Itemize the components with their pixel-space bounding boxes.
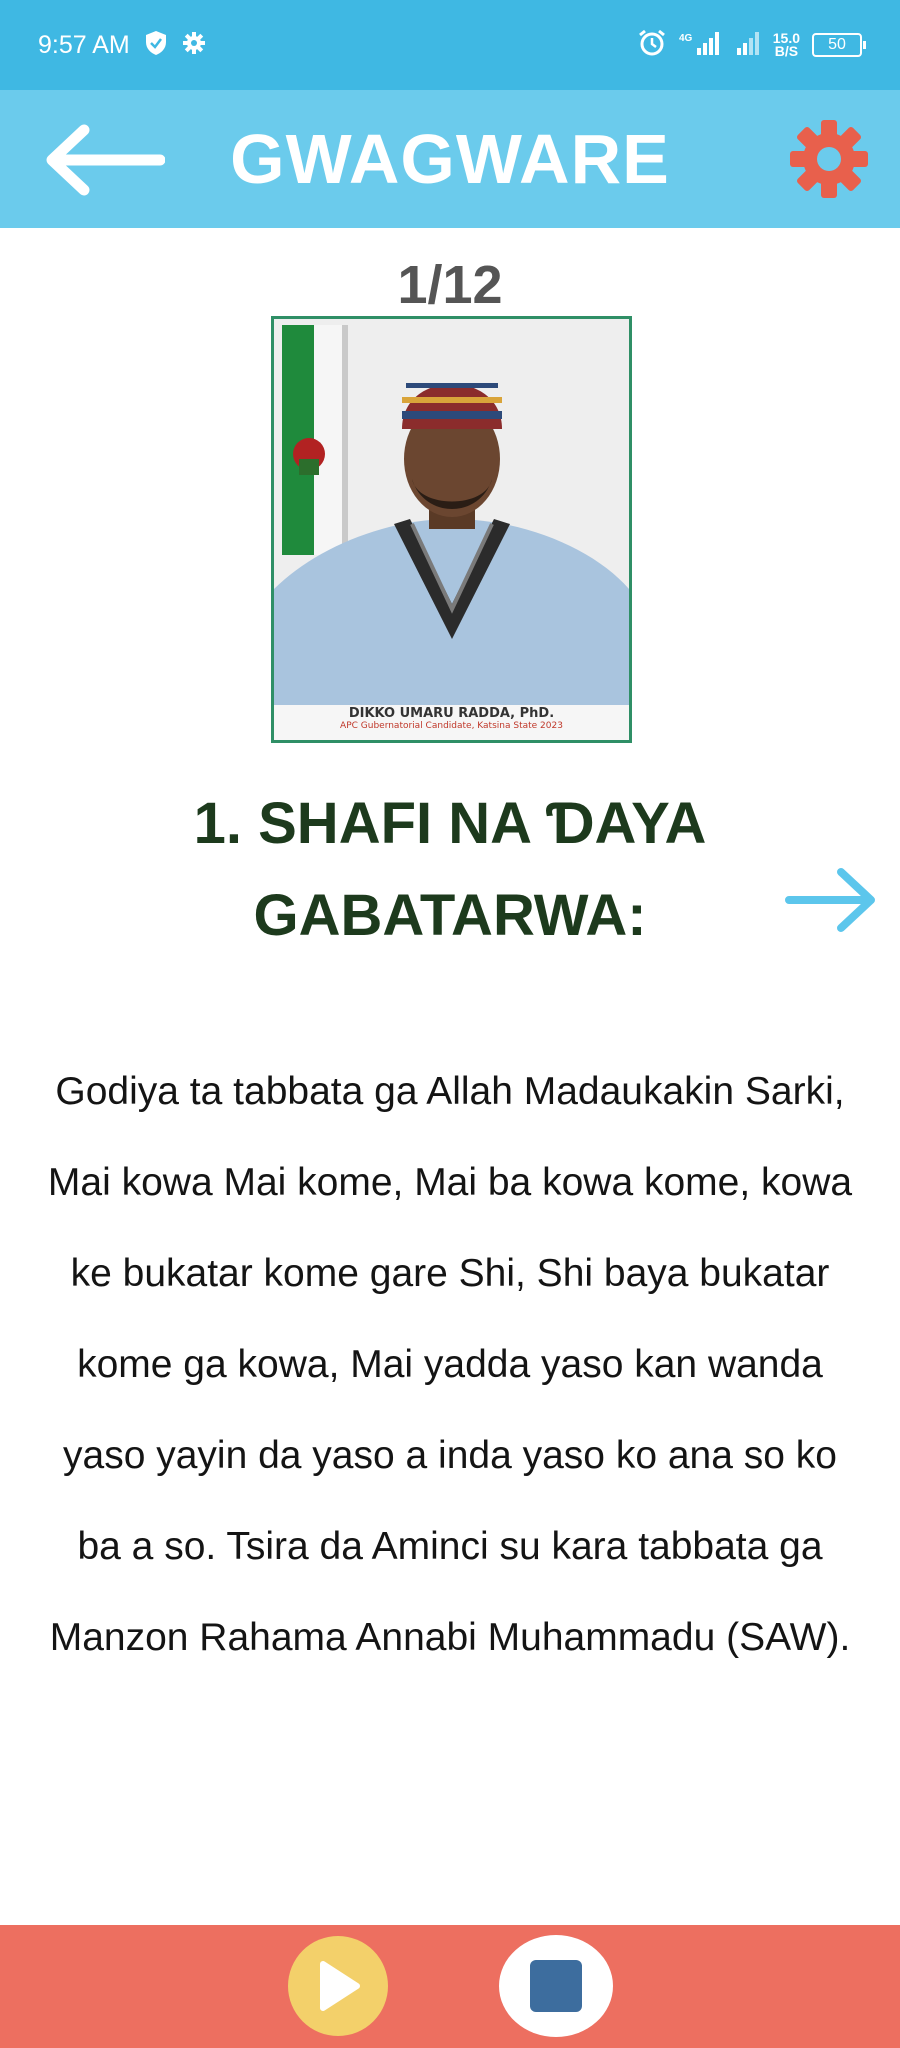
status-left-group bbox=[38, 0, 206, 90]
battery-level: 50 bbox=[828, 36, 846, 53]
alarm-icon bbox=[637, 28, 667, 63]
body-text: Godiya ta tabbata ga Allah Madaukakin Sarki, Mai kowa Mai kome, Mai ba kowa kome, kowa ke bukatar kome gare Shi, Shi baya bukatar kome ga kowa, Mai yadda yaso kan wanda yaso yayin da yaso a inda yaso ko ana so ko ba a so. Tsira da Aminci su kara tabbata ga Manzon Rahama Annabi Muhammadu (SAW). bbox=[47, 1070, 853, 1659]
status-time: 9:57 AM bbox=[38, 30, 130, 59]
gear-icon bbox=[788, 118, 870, 200]
page-counter: 1/12 bbox=[397, 255, 503, 315]
app-toolbar bbox=[0, 90, 900, 228]
arrow-left-icon bbox=[40, 120, 165, 200]
network-speed bbox=[773, 32, 800, 58]
network-speed-value: 15.0 bbox=[772, 30, 800, 46]
player-bar bbox=[0, 1925, 900, 2048]
battery-icon bbox=[812, 33, 862, 57]
photo-caption-subtitle: APC Gubernatorial Candidate, Katsina State 2023 bbox=[340, 721, 563, 731]
photo-caption-name: DIKKO UMARU RADDA, PhD. bbox=[348, 706, 555, 721]
svg-text:4G: 4G bbox=[678, 32, 693, 44]
status-right-group bbox=[637, 0, 862, 90]
section-heading: 1. SHAFI NA ƊAYA GABATARWA: bbox=[193, 791, 707, 948]
signal-icon bbox=[679, 30, 723, 61]
photo-caption bbox=[274, 706, 629, 731]
network-speed-unit: B/S bbox=[774, 43, 799, 59]
stop-button[interactable] bbox=[499, 1935, 613, 2037]
back-button[interactable] bbox=[40, 120, 165, 200]
gear-icon bbox=[182, 31, 206, 60]
play-button[interactable] bbox=[288, 1936, 388, 2036]
shield-icon bbox=[144, 30, 168, 61]
signal-icon bbox=[735, 30, 761, 61]
stop-icon bbox=[530, 1960, 582, 2012]
next-page-button[interactable] bbox=[785, 860, 880, 940]
candidate-photo bbox=[271, 316, 632, 743]
app-title: GWAGWARE bbox=[230, 120, 670, 198]
arrow-right-icon bbox=[785, 860, 880, 940]
play-icon bbox=[313, 1958, 363, 2014]
status-bar bbox=[0, 0, 900, 90]
settings-button[interactable] bbox=[788, 118, 870, 200]
